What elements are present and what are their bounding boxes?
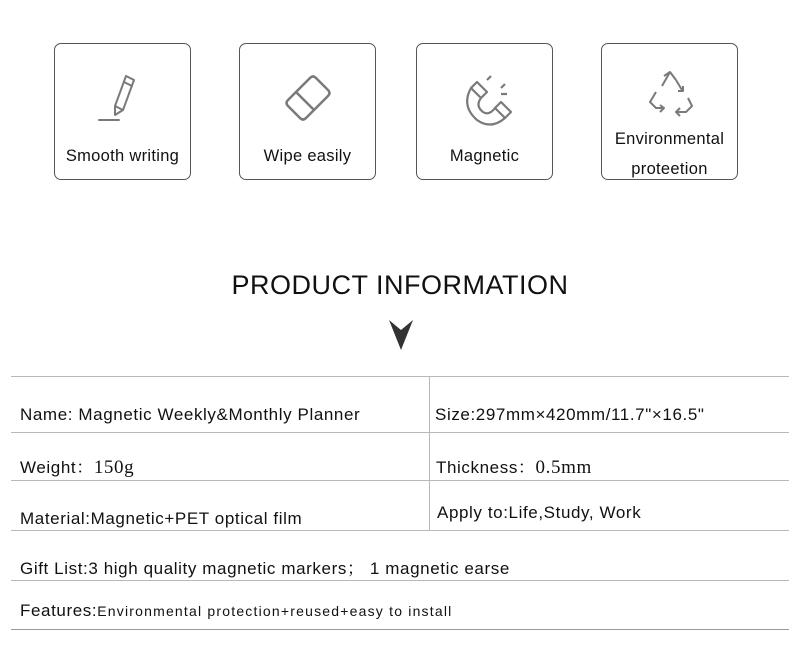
table-cell (429, 433, 789, 480)
table-row (11, 530, 789, 580)
name-text: Name: Magnetic Weekly&Monthly Planner (20, 405, 361, 424)
weight-label: Weight： (20, 458, 94, 477)
thickness-value: 0.5mm (535, 457, 592, 478)
table-cell (429, 481, 789, 530)
table-row (11, 480, 789, 530)
feature-label-line: proteetion (631, 160, 708, 178)
eraser-icon (240, 70, 375, 128)
weight-value: 150g (93, 457, 135, 478)
thickness-text (436, 453, 592, 479)
magnet-icon (417, 70, 552, 128)
feature-card-smooth-writing (54, 43, 191, 180)
feature-label: Magnetic (449, 147, 520, 165)
features-text (20, 601, 452, 621)
table-cell (11, 581, 789, 629)
apply-to-text: Apply to:Life,Study, Work (437, 503, 642, 522)
size-text: Size:297mm×420mm/11.7"×16.5" (435, 405, 705, 424)
product-info-table (11, 376, 789, 630)
feature-label-line: Environmental (614, 130, 725, 148)
table-row (11, 376, 789, 432)
gift-list-rest: 1 magnetic earse (369, 559, 510, 578)
table-cell (11, 481, 429, 530)
feature-card-environmental-protection (601, 43, 738, 180)
gift-list-text (20, 554, 510, 579)
table-cell (11, 433, 429, 480)
gift-list-main: Gift List:3 high quality magnetic markers； (20, 559, 365, 578)
thickness-label: Thickness： (436, 458, 536, 477)
material-text: Material:Magnetic+PET optical film (20, 509, 303, 528)
chevron-down-icon (389, 320, 413, 350)
weight-text (20, 453, 134, 479)
features-value: Environmental protection+reused+easy to install (97, 603, 453, 619)
table-cell (429, 377, 789, 432)
features-label: Features: (20, 601, 98, 620)
feature-card-wipe-easily (239, 43, 376, 180)
table-row (11, 432, 789, 480)
table-row (11, 580, 789, 630)
feature-label (602, 124, 737, 184)
recycle-icon (602, 68, 737, 126)
table-cell (11, 377, 429, 432)
feature-label: Smooth writing (65, 147, 180, 165)
feature-label: Wipe easily (263, 147, 352, 165)
feature-card-magnetic (416, 43, 553, 180)
table-cell (11, 531, 789, 580)
pencil-icon (55, 70, 190, 128)
section-title: PRODUCT INFORMATION (231, 270, 569, 300)
